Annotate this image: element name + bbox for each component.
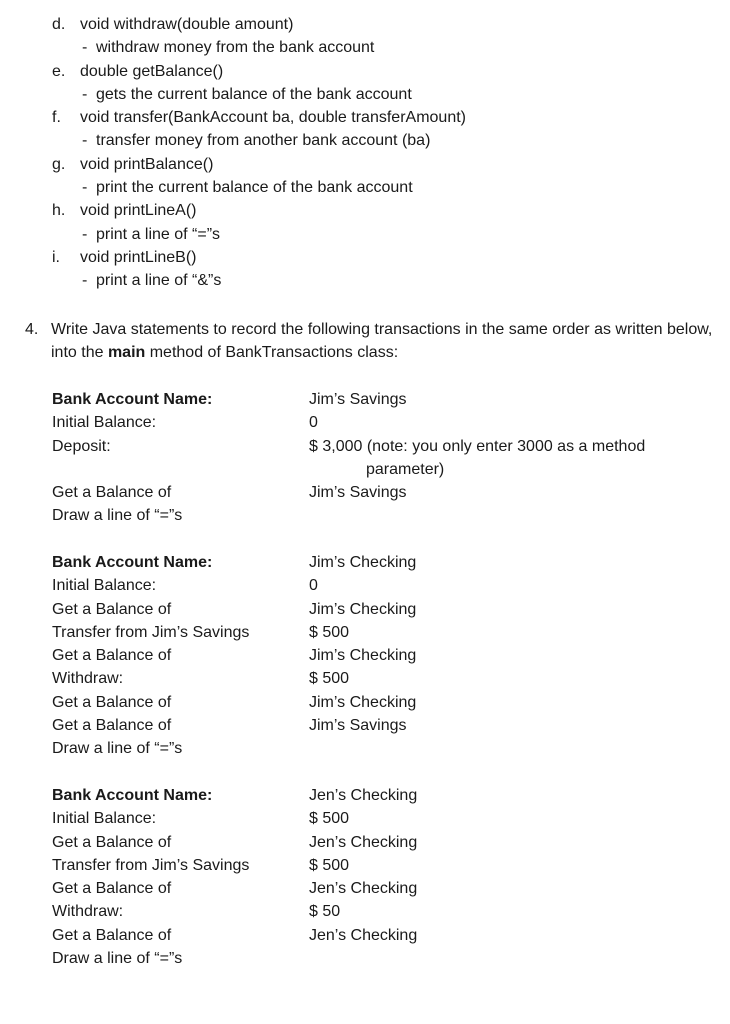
transaction-row bbox=[52, 947, 712, 970]
row-value: $ 500 bbox=[309, 670, 350, 688]
row-value: Jen’s Checking bbox=[309, 833, 418, 851]
row-value: Jim’s Checking bbox=[309, 600, 417, 618]
dash: - bbox=[82, 179, 88, 197]
row-label: Get a Balance of bbox=[52, 693, 172, 711]
method-item bbox=[52, 153, 722, 200]
row-value: Jim’s Checking bbox=[309, 647, 417, 665]
transaction-group-jims-savings bbox=[52, 388, 712, 528]
transaction-row bbox=[52, 598, 712, 621]
row-value: Jen’s Checking bbox=[309, 787, 418, 804]
row-label: Deposit: bbox=[52, 437, 111, 455]
row-value: $ 500 bbox=[309, 856, 350, 874]
row-label: Get a Balance of bbox=[52, 833, 172, 851]
row-label: Get a Balance of bbox=[52, 717, 172, 735]
question-number: 4. bbox=[25, 321, 39, 338]
method-description-text: withdraw money from the bank account bbox=[96, 39, 375, 57]
row-label: Get a Balance of bbox=[52, 880, 172, 898]
dash: - bbox=[82, 132, 88, 150]
question-text-before: Write Java statements to record the following transactions in the same order as written below, into the bbox=[51, 321, 713, 362]
method-item bbox=[52, 13, 722, 60]
row-label: Get a Balance of bbox=[52, 926, 172, 944]
method-item bbox=[52, 246, 722, 293]
transaction-row bbox=[52, 411, 712, 434]
dash: - bbox=[82, 39, 88, 57]
transaction-row bbox=[52, 877, 712, 900]
transaction-row bbox=[52, 621, 712, 644]
row-label: Draw a line of “=”s bbox=[52, 740, 183, 758]
method-letter: g. bbox=[52, 155, 66, 173]
method-signature: double getBalance() bbox=[80, 62, 224, 80]
row-value: $ 500 bbox=[309, 810, 350, 828]
row-label: Bank Account Name: bbox=[52, 787, 213, 804]
dash: - bbox=[82, 85, 88, 103]
method-description-text: print the current balance of the bank account bbox=[96, 179, 413, 197]
method-signature: void withdraw(double amount) bbox=[80, 16, 294, 33]
row-label: Transfer from Jim’s Savings bbox=[52, 856, 250, 874]
row-label: Withdraw: bbox=[52, 903, 124, 921]
method-signature: void printBalance() bbox=[80, 155, 214, 173]
method-signature: void printLineA() bbox=[80, 202, 197, 220]
method-description bbox=[80, 83, 722, 106]
row-label: Bank Account Name: bbox=[52, 554, 213, 571]
row-label: Get a Balance of bbox=[52, 600, 172, 618]
method-description bbox=[80, 223, 722, 246]
row-label: Transfer from Jim’s Savings bbox=[52, 623, 250, 641]
transaction-row bbox=[52, 551, 712, 574]
row-value: Jim’s Checking bbox=[309, 693, 417, 711]
row-label: Get a Balance of bbox=[52, 484, 172, 502]
method-item bbox=[52, 106, 722, 153]
transaction-group-jens-checking bbox=[52, 784, 712, 970]
transaction-row bbox=[52, 924, 712, 947]
row-value: $ 500 bbox=[309, 623, 350, 641]
method-letter: i. bbox=[52, 248, 60, 266]
row-value: Jen’s Checking bbox=[309, 926, 418, 944]
row-value: 0 bbox=[309, 577, 318, 595]
transaction-row bbox=[52, 784, 712, 807]
transaction-group-jims-checking bbox=[52, 551, 712, 761]
transaction-row bbox=[52, 900, 712, 923]
method-signature: void transfer(BankAccount ba, double transferAmount) bbox=[80, 109, 466, 127]
method-description-text: print a line of “=”s bbox=[96, 225, 221, 243]
method-letter: e. bbox=[52, 62, 66, 80]
row-label: Draw a line of “=”s bbox=[52, 950, 183, 968]
row-value: Jim’s Savings bbox=[309, 484, 407, 502]
row-label: Initial Balance: bbox=[52, 414, 157, 432]
method-description bbox=[80, 176, 722, 199]
method-description bbox=[80, 129, 722, 152]
transaction-row bbox=[52, 691, 712, 714]
method-letter: d. bbox=[52, 16, 66, 33]
question-4 bbox=[25, 318, 715, 365]
transaction-row bbox=[52, 854, 712, 877]
method-description-text: print a line of “&”s bbox=[96, 272, 222, 290]
question-text bbox=[25, 318, 715, 365]
row-label: Bank Account Name: bbox=[52, 391, 213, 408]
method-item bbox=[52, 60, 722, 107]
transaction-row bbox=[52, 388, 712, 411]
method-description-text: gets the current balance of the bank account bbox=[96, 85, 412, 103]
row-value: Jim’s Savings bbox=[309, 717, 407, 735]
row-value: Jim’s Checking bbox=[309, 554, 417, 571]
dash: - bbox=[82, 272, 88, 290]
row-label: Get a Balance of bbox=[52, 647, 172, 665]
row-value: $ 3,000 (note: you only enter 3000 as a method bbox=[309, 437, 646, 455]
transaction-row bbox=[52, 807, 712, 830]
transaction-row bbox=[52, 714, 712, 737]
row-value: Jen’s Checking bbox=[309, 880, 418, 898]
transaction-row bbox=[52, 644, 712, 667]
transaction-row bbox=[52, 504, 712, 527]
method-description bbox=[80, 36, 722, 59]
row-label: Withdraw: bbox=[52, 670, 124, 688]
row-value: $ 50 bbox=[309, 903, 341, 921]
transaction-row bbox=[52, 481, 712, 504]
row-label: Initial Balance: bbox=[52, 810, 157, 828]
transaction-row bbox=[52, 737, 712, 760]
transaction-row bbox=[52, 667, 712, 690]
transaction-row bbox=[52, 574, 712, 597]
row-label: Draw a line of “=”s bbox=[52, 507, 183, 525]
method-item bbox=[52, 199, 722, 246]
row-value-continued: parameter) bbox=[366, 460, 445, 478]
method-description bbox=[80, 269, 722, 292]
row-value: 0 bbox=[309, 414, 318, 432]
method-signature: void printLineB() bbox=[80, 248, 197, 266]
question-text-after: method of BankTransactions class: bbox=[145, 344, 399, 362]
dash: - bbox=[82, 225, 88, 243]
transaction-row bbox=[52, 831, 712, 854]
method-list bbox=[52, 13, 722, 293]
row-label: Initial Balance: bbox=[52, 577, 157, 595]
row-value: Jim’s Savings bbox=[309, 391, 407, 408]
question-text-bold: main bbox=[107, 344, 146, 362]
method-letter: f. bbox=[52, 109, 61, 127]
transaction-row bbox=[52, 435, 712, 482]
method-description-text: transfer money from another bank account (ba) bbox=[96, 132, 431, 150]
method-letter: h. bbox=[52, 202, 66, 220]
